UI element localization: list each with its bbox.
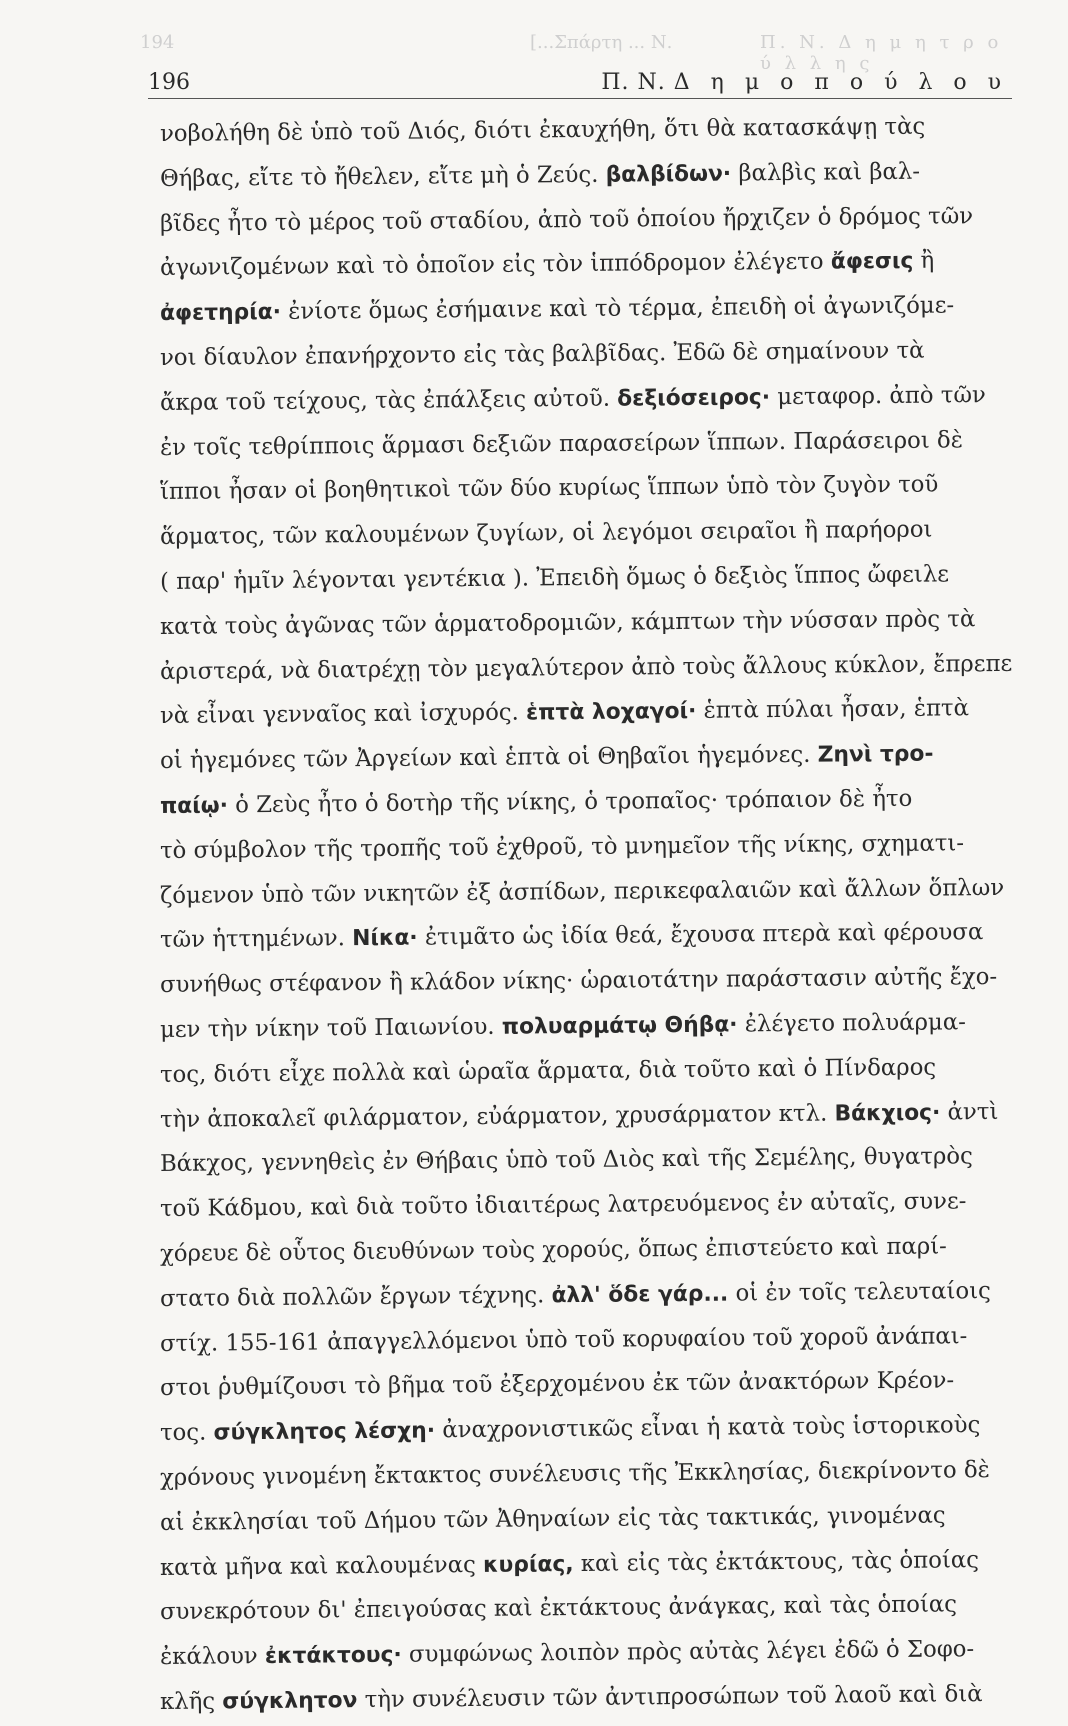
text-run: ἐκάλουν [159,1643,266,1671]
text-run: ἐνίοτε ὅμως ἐσήμαινε καὶ τὸ τέρμα, ἐπειδὴ οἱ ἀγωνιζόμε- [280,292,955,326]
text-line [160,1224,1012,1277]
text-line [160,283,1012,336]
author-surname: Δ η μ ο π ο ύ λ ο υ [673,70,1008,95]
text-line [160,776,1012,829]
lemma-term: βαλβίδων· [605,161,732,188]
running-head [601,70,1008,95]
text-run: νοβολήθη δὲ ὑπὸ τοῦ Διός, διότι ἐκαυχήθη, ὅτι θὰ κατασκάψῃ τὰς [159,113,926,147]
bleed-through-text [140,26,1020,74]
lemma-term: ἐκτάκτους· [264,1642,402,1670]
text-line [160,328,1012,381]
text-line [160,597,1012,650]
text-run: οἱ ἐν τοῖς τελευταίοις [728,1277,991,1307]
lemma-term: πολυαρμάτῳ Θήβᾳ· [501,1012,738,1040]
text-line [160,731,1012,784]
text-run: καὶ εἰς τὰς ἐκτάκτους, τὰς ὁποίας [573,1546,980,1577]
text-run: μεν τὴν νίκην τοῦ Παιωνίου. [159,1013,502,1043]
text-line [160,1493,1012,1546]
text-run: ἢ [913,247,935,275]
text-line [160,1627,1012,1680]
lemma-term: ἀλλ' ὅδε γάρ... [551,1281,729,1308]
text-line [160,507,1012,560]
text-line [160,821,1012,874]
text-run: χόρευε δὲ οὗτος διευθύνων τοὺς χορούς, ὅπως ἐπιστεύετο καὶ παρί- [159,1233,947,1267]
text-run: συμφώνως λοιπὸν πρὸς αὐτὰς λέγει ἐδῶ ὁ Σοφο- [401,1636,975,1668]
text-line [160,149,1012,202]
text-line [160,104,1012,157]
lemma-term: σύγκλητος λέσχη· [213,1418,436,1446]
text-run: βῖδες ἦτο τὸ μέρος τοῦ σταδίου, ἀπὸ τοῦ ὁποίου ἤρχιζεν ὁ δρόμος τῶν [159,202,974,237]
lemma-term: ἑπτὰ λοχαγοί· [525,699,697,726]
page-number: 196 [148,70,190,95]
text-run: ( παρ' ἡμῖν λέγονται γεντέκια ). Ἐπειδὴ ὅμως ὁ δεξιὸς ἵππος ὤφειλε [159,561,950,595]
text-run: τοῦ Κάδμου, καὶ διὰ τοῦτο ἰδιαιτέρως λατρευόμενος ἐν αὐταῖς, συνε- [159,1188,967,1223]
text-line [160,552,1012,605]
bleed-page-number: 194 [140,32,175,53]
text-run: βαλβὶς καὶ βαλ- [731,158,921,187]
lemma-term: κυρίας, [482,1551,574,1578]
lemma-term: ἀφετηρία· [159,300,282,327]
text-line [160,1179,1012,1232]
text-line [160,1672,1012,1725]
text-run: νὰ εἶναι γενναῖος καὶ ἰσχυρός. [159,699,527,730]
text-line [160,1403,1012,1456]
text-run: οἱ ἡγεμόνες τῶν Ἀργείων καὶ ἑπτὰ οἱ Θηβαῖοι ἡγεμόνες. [159,741,818,775]
text-run: τος. [159,1419,214,1447]
text-run: τῶν ἡττημένων. [159,925,353,954]
text-run: συνεκρότουν δι' ἐπειγούσας καὶ ἐκτάκτους ἀνάγκας, καὶ τὰς ὁποίας [159,1591,958,1626]
lemma-term: Νίκα· [352,925,418,952]
text-line [160,373,1012,426]
text-run: ἐλέγετο πολυάρμα- [737,1009,967,1038]
lemma-term: σύγκλητον [222,1687,358,1715]
bleed-running-head: [...Σπάρτη ... Ν. [530,32,673,53]
text-run: Βάκχος, γεννηθεὶς ἐν Θήβαις ὑπὸ τοῦ Διὸς καὶ τῆς Σεμέλης, θυγατρὸς [159,1143,973,1178]
lemma-term: Βάκχιος· [834,1100,941,1127]
text-line [160,955,1012,1008]
text-run: ἑπτὰ πύλαι ἦσαν, ἑπτὰ [696,695,970,725]
text-line [160,1448,1012,1501]
lemma-term: παίῳ· [159,793,229,819]
text-run: συνήθως στέφανον ἢ κλάδον νίκης· ὡραιοτάτην παράστασιν αὐτῆς ἔχο- [159,964,998,999]
text-run: τὴν συνέλευσιν τῶν ἀντιπροσώπων τοῦ λαοῦ καὶ διὰ [357,1680,983,1713]
text-run: στοι ῥυθμίζουσι τὸ βῆμα τοῦ ἐξερχομένου ἐκ τῶν ἀνακτόρων Κρέον- [159,1367,955,1402]
text-run: χρόνους γινομένη ἔκτακτος συνέλευσις τῆς Ἐκκλησίας, διεκρίνοντο δὲ [159,1456,990,1491]
text-run: τος, διότι εἶχε πολλὰ καὶ ὡραῖα ἅρματα, διὰ τοῦτο καὶ ὁ Πίνδαρος [159,1054,937,1088]
text-run: στίχ. 155-161 ἀπαγγελλόμενοι ὑπὸ τοῦ κορυφαίου τοῦ χοροῦ ἀνάπαι- [159,1322,968,1357]
text-run: ἀριστερά, νὰ διατρέχῃ τὸν μεγαλύτερον ἀπὸ τοὺς ἄλλους κύκλον, ἔπρεπε [159,650,1013,685]
commentary-text [160,112,1020,1725]
author-initials: Π. Ν. [601,70,666,95]
text-run: αἱ ἐκκλησίαι τοῦ Δήμου τῶν Ἀθηναίων εἰς τὰς τακτικάς, γινομένας [159,1502,946,1536]
text-run: ἐτιμᾶτο ὡς ἰδία θεά, ἔχουσα πτερὰ καὶ φέρουσα [417,919,984,951]
text-run: ἅρματος, τῶν καλουμένων ζυγίων, οἱ λεγόμοι σειραῖοι ἢ παρήοροι [159,516,933,551]
text-run: μεταφορ. ἀπὸ τῶν [769,381,986,410]
text-run: ἵπποι ἦσαν οἱ βοηθητικοὶ τῶν δύο κυρίως ἵππων ὑπὸ τὸν ζυγὸν τοῦ [159,471,939,506]
text-line [160,1269,1012,1322]
text-run: τὸ σύμβολον τῆς τροπῆς τοῦ ἐχθροῦ, τὸ μνημεῖον τῆς νίκης, σχηματι- [159,830,965,864]
text-run: ἐν τοῖς τεθρίπποις ἅρμασι δεξιῶν παρασείρων ἵππων. Παράσειροι δὲ [159,426,964,461]
text-line [160,1045,1012,1098]
bleed-author: Π. Ν. Δ η μ η τ ρ ο ύ λ λ η ς [760,32,1003,74]
text-run: κλῆς [159,1688,223,1715]
lemma-term: δεξιόσειρος· [617,384,771,412]
lemma-term: ἄφεσις [830,249,914,275]
page-header [148,64,1012,98]
text-run: τὴν ἀποκαλεῖ φιλάρματον, εὐάρματον, χρυσάρματον κτλ. [159,1100,835,1133]
header-rule [148,98,1012,99]
text-run: ὁ Ζεὺς ἦτο ὁ δοτὴρ τῆς νίκης, ὁ τροπαῖος· τρόπαιον δὲ ἦτο [227,785,913,819]
text-run: στατο διὰ πολλῶν ἔργων τέχνης. [159,1281,552,1312]
text-run: κατὰ τοὺς ἀγῶνας τῶν ἁρματοδρομιῶν, κάμπτων τὴν νύσσαν πρὸς τὰ [159,605,976,640]
text-run: ἀναχρονιστικῶς εἶναι ἡ κατὰ τοὺς ἱστορικοὺς [434,1412,981,1444]
text-run: κατὰ μῆνα καὶ καλουμένας [159,1551,484,1581]
text-run: ζόμενον ὑπὸ τῶν νικητῶν ἐξ ἀσπίδων, περικεφαλαιῶν καὶ ἄλλων ὅπλων [159,874,1005,909]
text-line [160,1000,1012,1053]
text-run: Θήβας, εἴτε τὸ ἤθελεν, εἴτε μὴ ὁ Ζεύς. [159,161,606,192]
text-run: ἀγωνιζομένων καὶ τὸ ὁποῖον εἰς τὸν ἱππόδρομον ἐλέγετο [159,248,831,282]
text-run: ἀντὶ [940,1098,999,1126]
lemma-term: Ζηνὶ τρο- [817,741,934,768]
text-run: ἄκρα τοῦ τείχους, τὰς ἐπάλξεις αὐτοῦ. [159,385,618,416]
text-run: νοι δίαυλον ἐπανήρχοντο εἰς τὰς βαλβῖδας. Ἐδῶ δὲ σημαίνουν τὰ [159,337,925,371]
